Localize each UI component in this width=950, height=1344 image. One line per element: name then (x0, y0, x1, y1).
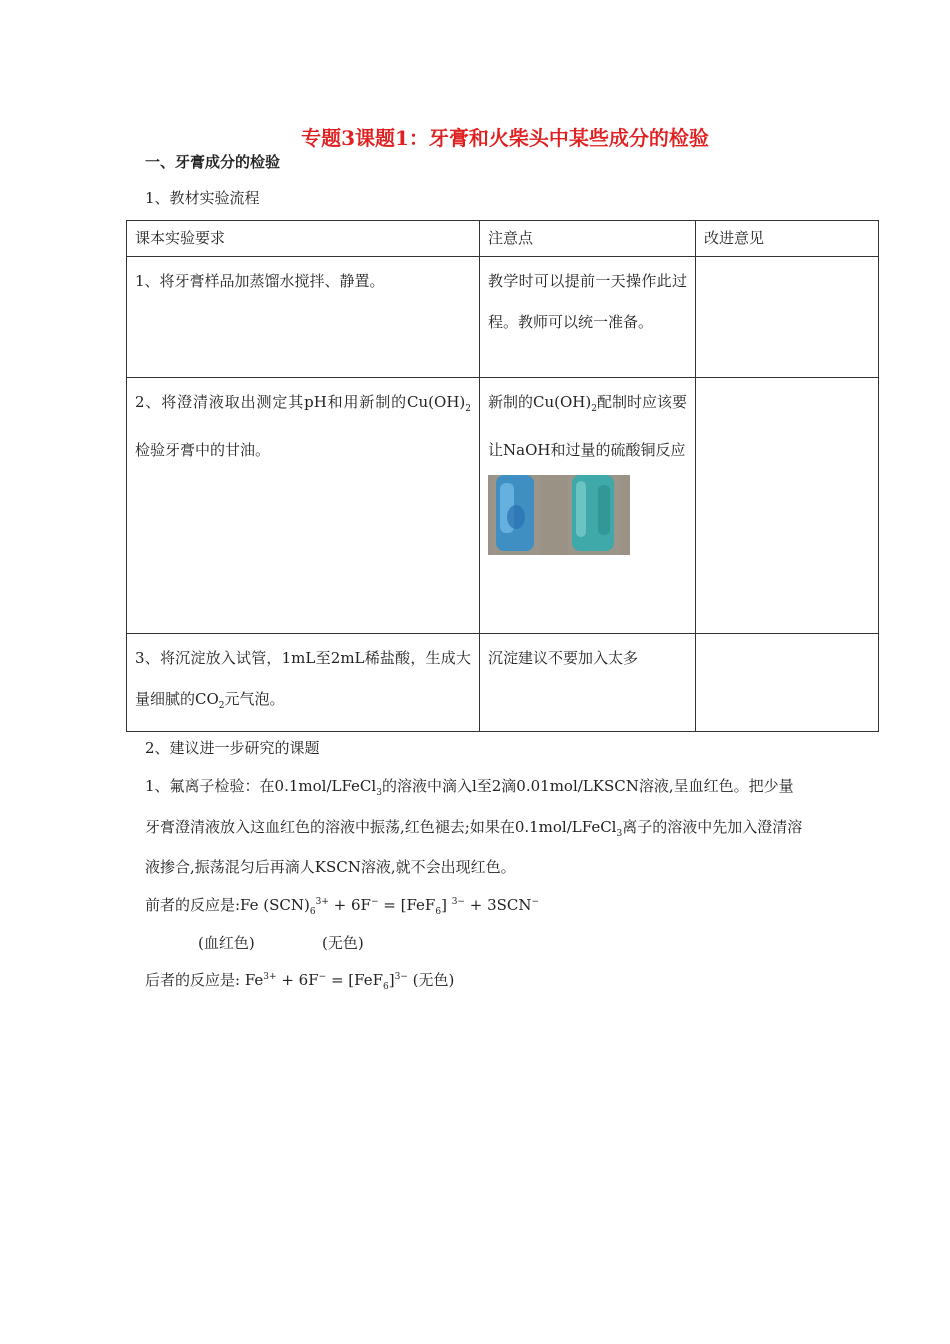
reaction2-subscript: 6 (383, 982, 389, 992)
row3-note: 沉淀建议不要加入太多 (480, 634, 696, 732)
reaction1-superscript-1: 3+ (315, 897, 329, 907)
row3-requirement-text-b: 元气泡。 (224, 690, 285, 708)
row3-requirement (127, 634, 480, 732)
reaction1-subscript: 6 (309, 907, 316, 917)
reaction1-text-d: ] (441, 896, 452, 914)
para1-subscript-1: 3 (376, 788, 382, 798)
para1-line3: 液掺合,振荡混匀后再滴人KSCN溶液,就不会出现红色。 (145, 858, 516, 876)
color-label-colorless: (无色) (322, 934, 364, 952)
row3-requirement-text-a: 3、将沉淀放入试管，1mL至2mL稀盐酸，生成大量细腻的CO (135, 649, 471, 708)
reaction1-text-e: + 3SCN (464, 896, 532, 914)
reaction2-superscript-1: 3+ (263, 972, 277, 982)
test-tubes-photo-icon (488, 475, 630, 555)
para1-text-a: 1、氟离子检验：在0.1mol/LFeCl (145, 777, 377, 795)
row1-note: 教学时可以提前一天操作此过程。教师可以统一准备。 (480, 257, 696, 378)
row2-requirement (127, 378, 480, 634)
para1-line2 (145, 816, 802, 839)
para1-subscript-2: 3 (616, 829, 623, 839)
row2-requirement-text-a: 2、将澄清液取出测定其pH和用新制的 (135, 393, 408, 411)
row2-requirement-subscript: 2 (465, 404, 471, 414)
color-label-blood-red: (血红色) (198, 934, 255, 952)
experiment-table (126, 220, 879, 732)
table-row (127, 634, 879, 732)
subsection-heading-procedure: 1、教材实验流程 (145, 189, 260, 207)
reaction1-text-c: = [FeF (378, 896, 436, 914)
reaction2-text-e: (无色) (407, 971, 455, 989)
header-improvement: 改进意见 (696, 221, 879, 257)
para1-text-c: 牙膏澄清液放入这血红色的溶液中振荡,红色褪去;如果在0.1mol/LFeCl (145, 818, 617, 836)
table-header-row (127, 221, 879, 257)
reaction1-text-a: 前者的反应是:Fe (SCN) (145, 896, 310, 914)
reaction2-superscript-2: − (318, 972, 327, 982)
row2-improvement (696, 378, 879, 634)
reaction1-superscript-3: 3− (451, 897, 465, 907)
reaction2-text-c: = [FeF (326, 971, 384, 989)
row2-note (480, 378, 696, 634)
reaction2-text-b: + 6F (276, 971, 319, 989)
row1-requirement: 1、将牙膏样品加蒸馏水搅拌、静置。 (127, 257, 480, 378)
reaction1-text-b: + 6F (328, 896, 371, 914)
page-title: 专题3课题1：牙膏和火柴头中某些成分的检验 (301, 126, 709, 150)
para1-text-d: 离子的溶液中先加入澄清溶 (622, 818, 803, 836)
row3-requirement-subscript: 2 (218, 701, 225, 711)
table-row (127, 257, 879, 378)
row3-improvement (696, 634, 879, 732)
header-requirement: 课本实验要求 (127, 221, 480, 257)
para1-text-b: 的溶液中滴入l至2滴0.01mol/LKSCN溶液,呈血红色。把少量 (381, 777, 794, 795)
reaction2-superscript-3: 3− (394, 972, 408, 982)
row2-note-subscript: 2 (591, 404, 597, 414)
header-note: 注意点 (480, 221, 696, 257)
reaction1-equation (145, 894, 539, 917)
reaction1-superscript-2: − (370, 897, 379, 907)
reaction2-text-d: ] (388, 971, 395, 989)
reaction1-subscript-2: 6 (435, 907, 442, 917)
subsection-heading-research: 2、建议进一步研究的课题 (145, 739, 320, 757)
section-heading-toothpaste: 一、牙膏成分的检验 (145, 153, 281, 171)
para1-line1 (145, 775, 794, 798)
row2-requirement-text-b: Cu(OH) (407, 393, 466, 411)
reaction2-text-a: 后者的反应是: Fe (145, 971, 264, 989)
table-row (127, 378, 879, 634)
row1-improvement (696, 257, 879, 378)
reaction1-superscript-4: − (531, 897, 540, 907)
row2-requirement-text-c: 检验牙膏中的甘油。 (135, 441, 271, 459)
row2-note-text-a: 新制的Cu(OH) (488, 393, 592, 411)
reaction2-equation (145, 969, 454, 992)
row2-note-text-b: 配制时应该要让NaOH和过量的硫酸铜反应 (488, 393, 687, 459)
